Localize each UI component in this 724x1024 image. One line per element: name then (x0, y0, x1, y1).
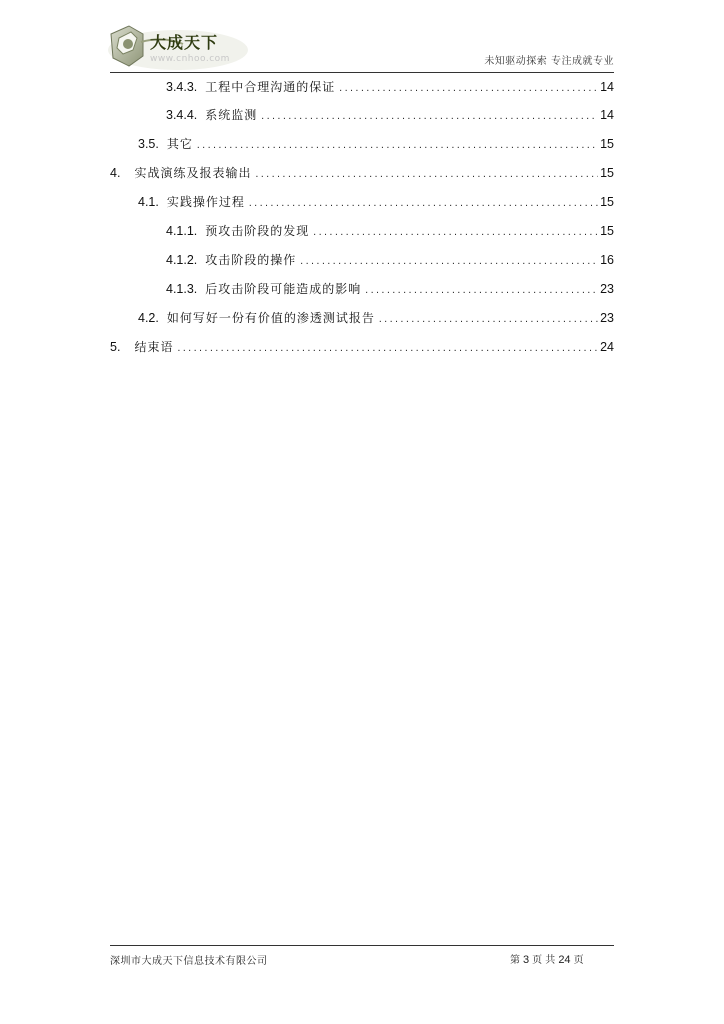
toc-entry-page: 16 (600, 253, 614, 267)
toc-entry[interactable] (110, 135, 614, 155)
toc-dot-leader (338, 84, 598, 93)
toc-entry-number: 3.4.4. (166, 108, 198, 122)
toc-entry-title: 攻击阶段的操作 (205, 253, 297, 267)
toc-entry-title: 预攻击阶段的发现 (205, 224, 310, 238)
toc-entry-title: 如何写好一份有价值的渗透测试报告 (166, 311, 375, 325)
toc-entry-number: 4.1.3. (166, 282, 198, 296)
total-pages: 24 (558, 954, 571, 966)
toc-entry-number: 4.1.2. (166, 253, 198, 267)
toc-entry[interactable] (110, 78, 614, 98)
toc-entry-title: 结束语 (134, 340, 174, 354)
toc-entry[interactable] (110, 251, 614, 271)
footer-page-number (510, 951, 584, 966)
toc-entry-number: 4.1. (138, 195, 159, 209)
toc-entry-title: 后攻击阶段可能造成的影响 (205, 282, 362, 296)
toc-dot-leader (299, 257, 598, 266)
toc-entry[interactable] (110, 280, 614, 300)
toc-entry-title: 实践操作过程 (166, 195, 245, 209)
toc-entry[interactable] (110, 106, 614, 126)
toc-entry-title: 其它 (166, 137, 193, 151)
toc-entry-title: 实战演练及报表输出 (134, 166, 252, 180)
toc-entry-page: 23 (600, 282, 614, 296)
toc-dot-leader (176, 344, 598, 353)
toc-entry-number: 3.4.3. (166, 80, 198, 94)
footer-divider (110, 945, 614, 946)
toc-dot-leader (196, 141, 598, 150)
toc-dot-leader (248, 199, 598, 208)
toc-entry[interactable] (110, 164, 614, 184)
toc-entry-title: 系统监测 (205, 108, 258, 122)
toc-entry-page: 15 (600, 166, 614, 180)
toc-entry-page: 14 (600, 80, 614, 94)
toc-entry-page: 23 (600, 311, 614, 325)
toc-entry[interactable] (110, 309, 614, 329)
toc-entry-page: 24 (600, 340, 614, 354)
toc-entry-page: 14 (600, 108, 614, 122)
header-slogan: 未知驱动探索 专注成就专业 (484, 56, 614, 67)
header-divider (110, 72, 614, 73)
logo-text: 大成天下 (150, 33, 219, 52)
toc-entry[interactable] (110, 338, 614, 358)
toc-entry-number: 3.5. (138, 137, 159, 151)
toc-entry-number: 4.1.1. (166, 224, 198, 238)
toc-entry-number: 5. (110, 340, 121, 354)
toc-dot-leader (254, 170, 598, 179)
toc-entry-title: 工程中合理沟通的保证 (205, 80, 336, 94)
toc-dot-leader (260, 112, 598, 121)
toc-dot-leader (364, 286, 598, 295)
footer-company-name: 深圳市大成天下信息技术有限公司 (110, 956, 268, 967)
page-prefix: 第 (510, 955, 520, 966)
toc-entry[interactable] (110, 193, 614, 213)
page-mid: 页 共 (532, 955, 556, 966)
logo-url-text: www.cnhoo.com (150, 54, 230, 64)
toc-entry[interactable] (110, 222, 614, 242)
toc-entry-number: 4. (110, 166, 121, 180)
page-suffix: 页 (573, 955, 584, 966)
toc-dot-leader (312, 228, 598, 237)
toc-entry-number: 4.2. (138, 311, 159, 325)
toc-entry-page: 15 (600, 137, 614, 151)
toc-entry-page: 15 (600, 195, 614, 209)
toc-entry-page: 15 (600, 224, 614, 238)
toc-dot-leader (378, 315, 598, 324)
current-page: 3 (523, 954, 530, 966)
